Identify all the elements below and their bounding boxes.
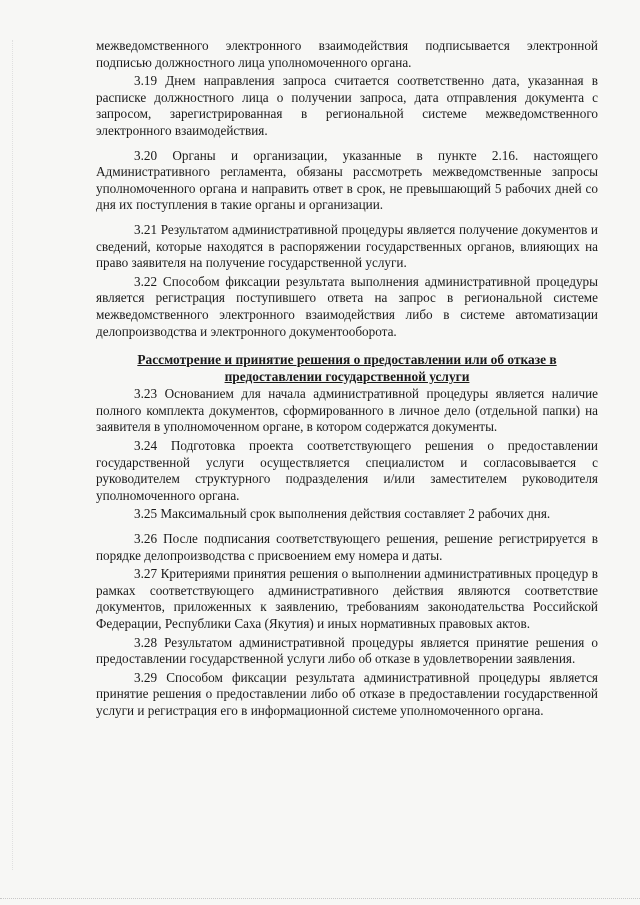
paragraph-3-28: 3.28 Результатом административной процедуры является принятие решения о предоставлении государственной услуги либо об отказе в удовлетворении заявления. xyxy=(96,634,598,667)
paragraph-3-26: 3.26 После подписания соответствующего решения, решение регистрируется в порядке делопроизводства с присвоением ему номера и даты. xyxy=(96,531,598,563)
paragraph-3-21: 3.21 Результатом административной процедуры является получение документов и сведений, которые находятся в распоряжении государственных органов, влияющих на право заявителя на получение государственной услуги. xyxy=(96,221,598,271)
paragraph-3-22: 3.22 Способом фиксации результата выполнения административной процедуры является регистрация поступившего ответа на запрос в региональной системе межведомственного электронного взаимодействия либо в системе автоматизации делопроизводства и электронного документооборота. xyxy=(96,273,598,339)
scan-margin-line xyxy=(12,40,14,870)
document-body xyxy=(96,38,598,720)
paragraph-3-29: 3.29 Способом фиксации результата административной процедуры является принятие решения о предоставлении либо об отказе в предоставлении государственной услуги и регистрация его в информационной системе уполномоченного органа. xyxy=(96,669,598,718)
page-bottom-edge xyxy=(0,898,640,899)
paragraph-3-24: 3.24 Подготовка проекта соответствующего решения о предоставлении государственной услуги осуществляется специалистом и согласовывается с руководителем структурного подразделения и/или заместителем руководителя уполномоченного органа. xyxy=(96,438,598,503)
section-heading: Рассмотрение и принятие решения о предоставлении или об отказе в предоставлении государственной услуги xyxy=(137,352,557,384)
paragraph-continuation: межведомственного электронного взаимодействия подписывается электронной подписью должностного лица уполномоченного органа. xyxy=(96,38,598,70)
paragraph-3-27: 3.27 Критериями принятия решения о выполнении административных процедур в рамках соответствующего административного действия являются соответствие документов, приложенных к заявлению, требованиям законодательства Российской Федерации, Республики Саха (Якутия) и иных нормативных правовых актов. xyxy=(96,566,598,631)
paragraph-3-25: 3.25 Максимальный срок выполнения действия составляет 2 рабочих дня. xyxy=(134,506,551,522)
paragraph-3-23: 3.23 Основанием для начала административной процедуры является наличие полного комплекта документов, сформированного в личное дело (отдельной папки) на заявителя в уполномоченном органе, в котором содержатся документы. xyxy=(96,386,598,435)
paragraph-3-19: 3.19 Днем направления запроса считается соответственно дата, указанная в расписке должностного лица о получении запроса, дата отправления документа с запросом, зарегистрированная в региональной системе межведомственного электронного взаимодействия. xyxy=(96,73,598,138)
paragraph-3-20: 3.20 Органы и организации, указанные в пункте 2.16. настоящего Административного регламента, обязаны рассмотреть межведомственные запросы уполномоченного органа и направить ответ в срок, не превышающий 5 рабочих дней со дня их поступления в такие органы и организации. xyxy=(96,147,598,213)
